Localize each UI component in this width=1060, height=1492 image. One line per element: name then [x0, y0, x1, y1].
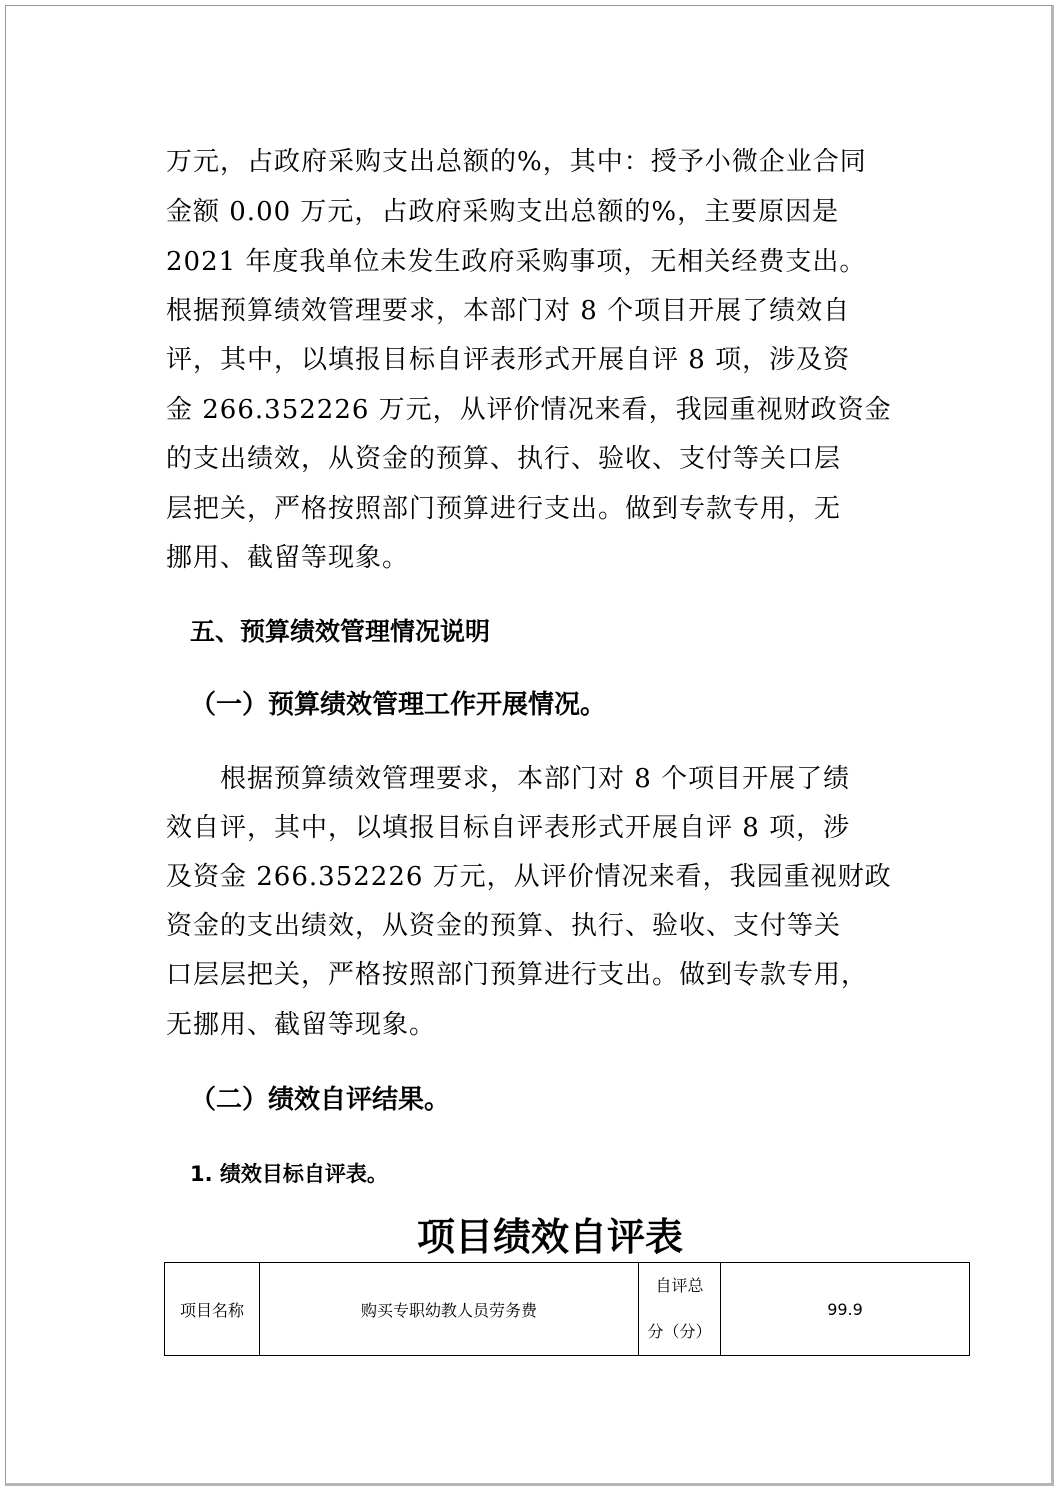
paragraph-1-line-7: 的支出绩效，从资金的预算、执行、验收、支付等关口层: [166, 444, 842, 474]
score-value: 99.9: [721, 1263, 970, 1356]
paragraph-2-line-4: 资金的支出绩效，从资金的预算、执行、验收、支付等关: [166, 911, 842, 941]
paragraph-1-line-2: 金额 0.00 万元，占政府采购支出总额的%，主要原因是: [166, 197, 840, 227]
paragraph-2-line-5: 口层层把关，严格按照部门预算进行支出。做到专款专用，: [166, 960, 869, 990]
paragraph-1-line-1: 万元，占政府采购支出总额的%，其中：授予小微企业合同: [166, 147, 867, 177]
paragraph-2-line-2: 效自评，其中，以填报目标自评表形式开展自评 8 项，涉: [166, 813, 851, 843]
table-row: [165, 1263, 970, 1356]
item-1-heading: 1. 绩效目标自评表。: [190, 1162, 388, 1186]
paragraph-2-line-6: 无挪用、截留等现象。: [166, 1010, 437, 1040]
paragraph-2-line-1: 根据预算绩效管理要求，本部门对 8 个项目开展了绩: [220, 764, 851, 794]
score-label-line-2: 分（分）: [647, 1322, 712, 1341]
subsection-1-heading: （一）预算绩效管理工作开展情况。: [190, 690, 607, 720]
paragraph-1-line-5: 评，其中，以填报目标自评表形式开展自评 8 项，涉及资: [166, 345, 851, 375]
table-title: 项目绩效自评表: [416, 1214, 683, 1259]
evaluation-table: [164, 1262, 970, 1356]
paragraph-1-line-4: 根据预算绩效管理要求，本部门对 8 个项目开展了绩效自: [166, 296, 851, 326]
paragraph-1-line-3: 2021 年度我单位未发生政府采购事项，无相关经费支出。: [166, 247, 867, 277]
paragraph-2-line-3: 及资金 266.352226 万元，从评价情况来看，我园重视财政: [166, 862, 892, 892]
project-name-value: 购买专职幼教人员劳务费: [260, 1263, 639, 1356]
score-label: [639, 1263, 721, 1356]
subsection-2-heading: （二）绩效自评结果。: [190, 1085, 451, 1115]
paragraph-1-line-8: 层把关，严格按照部门预算进行支出。做到专款专用，无: [166, 494, 842, 524]
section-5-heading: 五、预算绩效管理情况说明: [190, 617, 491, 646]
paragraph-1-line-6: 金 266.352226 万元，从评价情况来看，我园重视财政资金: [166, 395, 892, 425]
project-name-label: 项目名称: [165, 1263, 260, 1356]
paragraph-1-line-9: 挪用、截留等现象。: [166, 543, 410, 573]
score-label-line-1: 自评总: [655, 1276, 704, 1295]
